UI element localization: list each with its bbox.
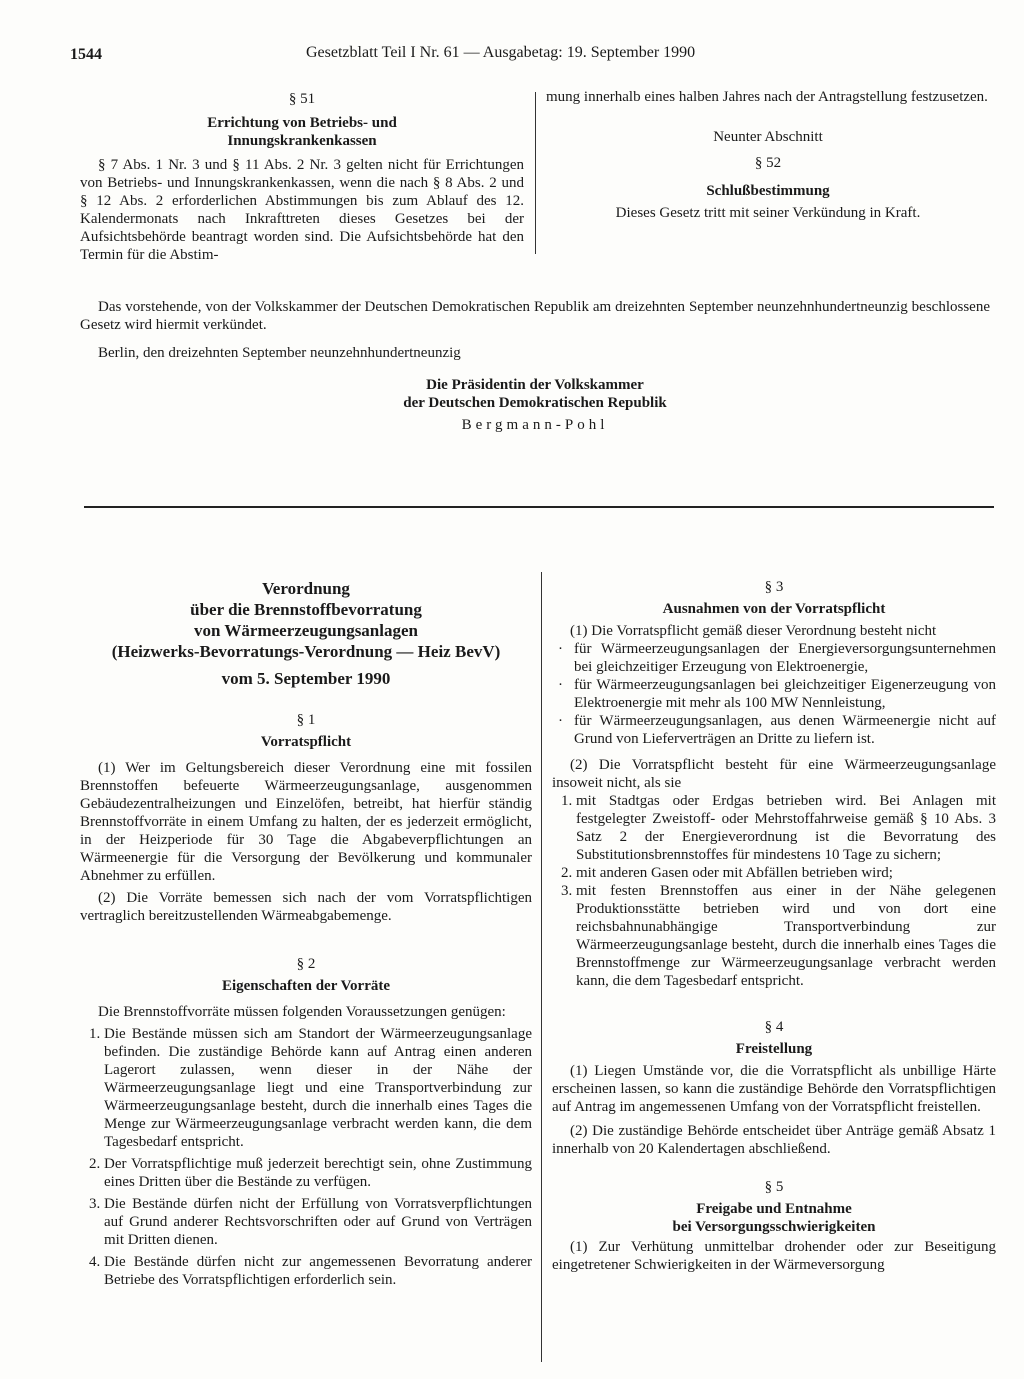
page-header-title: Gesetzblatt Teil I Nr. 61 — Ausgabetag: 19. September 1990 (306, 44, 696, 61)
list-item: 3. mit festen Brennstoffen aus einer in der Nähe gelegenen Produktionsstätte betrieben wird und von dort eine reichsbahnunabhängige Transportverbindung zur Wärmeerzeugungsanlage besteht, durch die innerhalb eines Tages die Brennstoffmenge zur Wärmeerzeugungsanlage verbracht werden kann, die dem Tagesbedarf entspricht. (576, 882, 996, 990)
section-52-column (546, 88, 990, 222)
section-paragraph: (1) Wer im Geltungsbereich dieser Verordnung eine mit fossilen Brennstoffen befeuerte Wärmeerzeugungsanlage, ausgenommen Gebäudezentralheizungen und Einzelöfen, betreibt, hat hierfür ständig Brennstoffvorräte in einem Umfang zu halten, der es jederzeit ermöglicht, in der Heizperiode für 30 Tage die Abgabeverpflichtungen an Wärmeenergie für die Versorgung der Bevölkerung und kommunaler Abnehmer zu erfüllen. (80, 760, 532, 884)
section-number: § 3 (764, 579, 784, 595)
section-51 (80, 90, 524, 264)
ordinance-title: von Wärmeerzeugungsanlagen (194, 621, 418, 640)
bullet-list (552, 640, 996, 748)
signature-name: Bergmann-Pohl (461, 417, 609, 433)
ordinance-title: (Heizwerks-Bevorratungs-Verordnung — Heiz BevV) (111, 642, 501, 661)
chapter-title: Neunter Abschnitt (713, 129, 823, 145)
section-number: § 2 (296, 956, 316, 972)
section-paragraph: (2) Die Vorräte bemessen sich nach der vom Vorratspflichtigen vertraglich bereitzustellenden Wärmeabgabemenge. (80, 890, 532, 924)
section-paragraph: (1) Die Vorratspflicht gemäß dieser Verordnung besteht nicht (570, 623, 937, 639)
page-number: 1544 (70, 46, 102, 63)
section-number: § 4 (764, 1019, 784, 1035)
section-paragraph: (2) Die zuständige Behörde entscheidet über Anträge gemäß Absatz 1 innerhalb von 20 Kalendertagen abschließend. (552, 1123, 996, 1157)
list-item: 2. Der Vorratspflichtige muß jederzeit berechtigt sein, ohne Zustimmung eines Dritten über die Bestände zu verfügen. (104, 1155, 532, 1191)
section-number: § 52 (754, 155, 782, 171)
section-heading: Errichtung von Betriebs- und (207, 115, 397, 131)
ordinance-title: Verordnung (262, 579, 350, 598)
section-paragraph: Die Brennstoffvorräte müssen folgenden Voraussetzungen genügen: (98, 1004, 506, 1020)
column-divider (541, 572, 542, 1362)
section-heading: bei Versorgungsschwierigkeiten (672, 1219, 876, 1235)
section-heading: Vorratspflicht (260, 734, 352, 750)
section-number: § 5 (764, 1179, 784, 1195)
list-item: · für Wärmeerzeugungsanlagen, aus denen Wärmeenergie nicht auf Grund von Lieferverträgen an Dritte zu liefern ist. (574, 712, 996, 748)
section-heading: Innungskrankenkassen (227, 133, 377, 149)
verordnung-left-column (80, 578, 532, 1289)
continuation-text: mung innerhalb eines halben Jahres nach der Antragstellung festzusetzen. (546, 89, 988, 105)
numbered-list (80, 1025, 532, 1289)
section-paragraph: (1) Zur Verhütung unmittelbar drohender oder zur Beseitigung eingetretener Schwierigkeiten in der Wärmeversorgung (552, 1239, 996, 1273)
list-item: 1. Die Bestände müssen sich am Standort der Wärmeerzeugungsanlage befinden. Die zuständige Behörde kann auf Antrag einen anderen Lagerort zulassen, wenn dieser in der Nähe der Wärmeerzeugungsanlage liegt und eine Transportverbindung zur Wärmeerzeugungsanlage besteht, durch die innerhalb eines Tages die Menge zur Wärmeerzeugungsanlage verbracht werden kann, die dem Tagesbedarf entspricht. (104, 1025, 532, 1151)
column-divider (535, 92, 536, 254)
section-number: § 51 (288, 91, 316, 107)
horizontal-rule (84, 506, 994, 508)
section-heading: Ausnahmen von der Vorratspflicht (662, 601, 886, 617)
signature-line: der Deutschen Demokratischen Republik (403, 395, 667, 411)
signature-line: Die Präsidentin der Volkskammer (426, 377, 644, 393)
list-item: 3. Die Bestände dürfen nicht der Erfüllung von Vorratsverpflichtungen auf Grund anderer Rechtsvorschriften oder auf Grund von Verträgen mit Dritten dienen. (104, 1195, 532, 1249)
list-item: 1. mit Stadtgas oder Erdgas betrieben wird. Bei Anlagen mit festgelegter Zweistoff- oder Mehrstoffahrweise gemäß § 10 Abs. 3 Satz 2 der Energieverordnung ist die Bevorratung des Substitutionsbrennstoffes für mindestens 10 Tage zu sichern; (576, 792, 996, 864)
section-heading: Schlußbestimmung (706, 183, 830, 199)
ordinance-title: über die Brennstoffbevorratung (190, 600, 422, 619)
promulgation-text: Das vorstehende, von der Volkskammer der Deutschen Demokratischen Republik am dreizehnten September neunzehnhundertneunzig beschlossene Gesetz wird hiermit verkündet. (80, 299, 990, 333)
list-item: 4. Die Bestände dürfen nicht zur angemessenen Bevorratung anderer Betriebe des Vorratspflichtigen erforderlich sein. (104, 1253, 532, 1289)
list-item: · für Wärmeerzeugungsanlagen der Energieversorgungsunternehmen bei gleichzeitiger Erzeugung von Elektroenergie, (574, 640, 996, 676)
section-heading: Freigabe und Entnahme (696, 1201, 852, 1217)
section-number: § 1 (296, 712, 316, 728)
section-paragraph: (2) Die Vorratspflicht besteht für eine Wärmeerzeugungsanlage insoweit nicht, als sie (552, 757, 996, 791)
verordnung-right-column (552, 578, 996, 1274)
list-item: 2. mit anderen Gasen oder mit Abfällen betrieben wird; (576, 864, 996, 882)
section-heading: Freistellung (735, 1041, 813, 1057)
promulgation (80, 298, 990, 434)
list-item: · für Wärmeerzeugungsanlagen bei gleichzeitiger Eigenerzeugung von Elektroenergie mit mehr als 100 MW Nennleistung, (574, 676, 996, 712)
ordinance-date: vom 5. September 1990 (221, 669, 391, 688)
section-heading: Eigenschaften der Vorräte (221, 978, 391, 994)
numbered-list (552, 792, 996, 990)
section-paragraph: (1) Liegen Umstände vor, die die Vorratspflicht als unbillige Härte erscheinen lassen, so kann die zuständige Behörde den Vorratspflichtigen auf Antrag im angemessenen Umfang von der Vorratspflicht freistellen. (552, 1063, 996, 1115)
section-paragraph: § 7 Abs. 1 Nr. 3 und § 11 Abs. 2 Nr. 3 gelten nicht für Errichtungen von Betriebs- und Innungskrankenkassen, wenn die nach § 8 Abs. 2 und § 12 Abs. 2 erforderlichen Abstimmungen bis zum Ablauf des 12. Kalendermonats nach Inkrafttreten dieses Gesetzes bei der Aufsichtsbehörde beantragt worden sind. Die Aufsichtsbehörde hat den Termin für die Abstim- (80, 157, 524, 263)
section-paragraph: Dieses Gesetz tritt mit seiner Verkündung in Kraft. (615, 205, 921, 221)
place-date: Berlin, den dreizehnten September neunzehnhundertneunzig (98, 345, 461, 361)
